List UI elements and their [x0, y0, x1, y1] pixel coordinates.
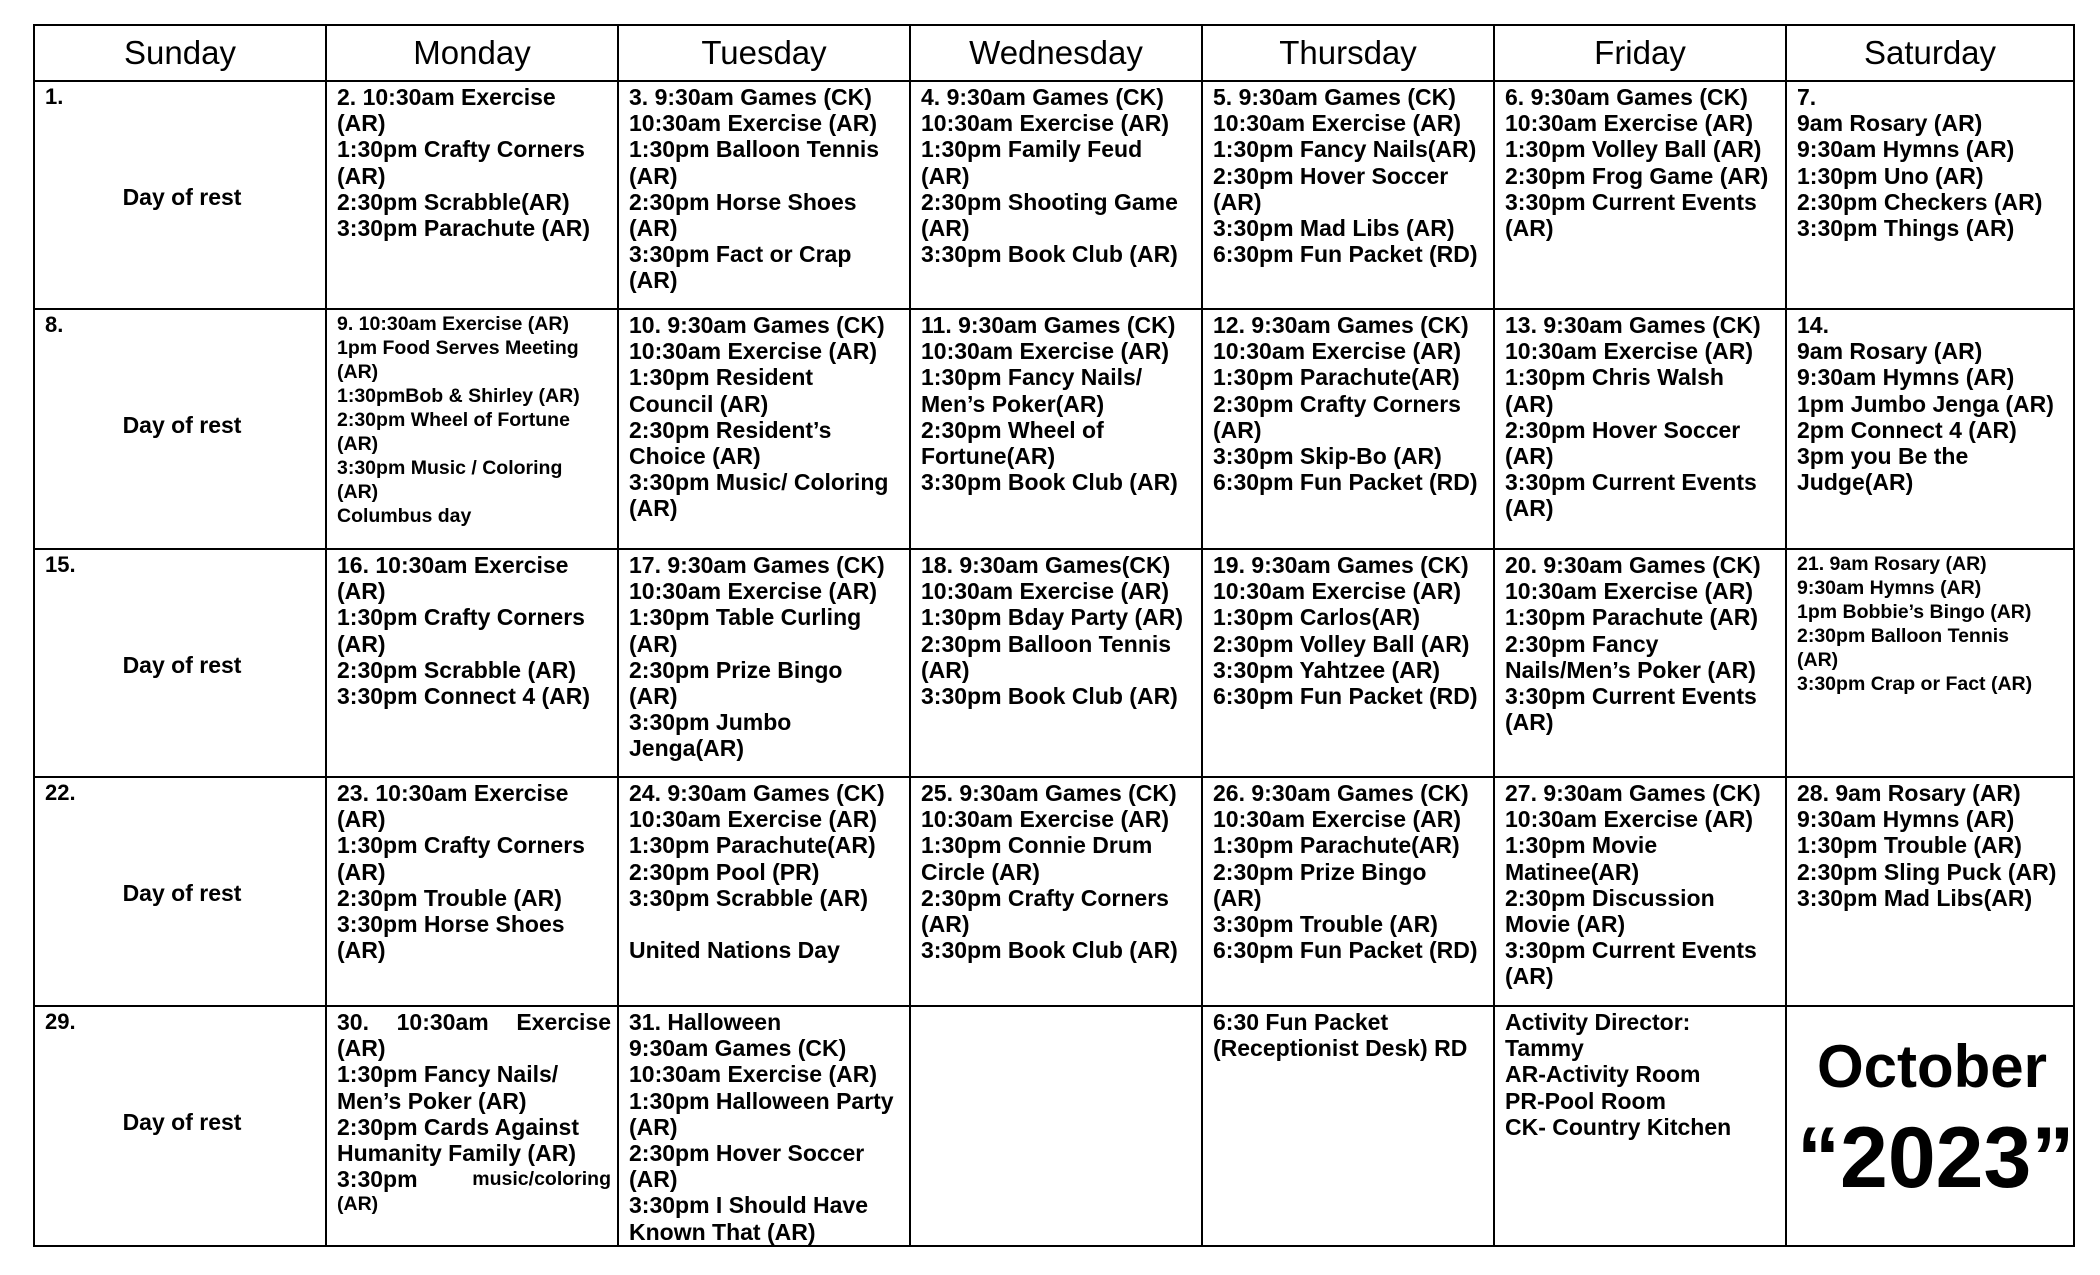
day-cell-thursday: [1202, 81, 1494, 309]
activity-line: 19. 9:30am Games (CK): [1213, 552, 1469, 578]
day-cell-wednesday: [910, 777, 1202, 1006]
activity-line: 3:30pm Horse Shoes: [337, 911, 565, 938]
activity-line: (AR): [1505, 443, 1554, 470]
october-calendar: [33, 24, 2075, 1247]
activity-line: (AR): [337, 858, 386, 885]
activity-line: 9:30am Hymns (AR): [1797, 364, 2015, 391]
activity-line: 6:30pm Fun Packet (RD): [1213, 937, 1478, 964]
day-of-rest-label: Day of rest: [122, 652, 242, 678]
legend-line: Activity Director:: [1505, 1009, 1691, 1035]
activity-line: (AR): [1505, 709, 1554, 736]
day-cell-wednesday: [910, 309, 1202, 549]
activity-line: 2:30pm Wheel of: [921, 416, 1104, 443]
holiday-label: Columbus day: [337, 505, 472, 527]
day-cell-thursday: [1202, 309, 1494, 549]
activity-line: 3:30pm Trouble (AR): [1213, 911, 1438, 938]
activity-line: 3:30pm Current Events: [1505, 188, 1757, 215]
activity-line: 10:30am Exercise (AR): [629, 806, 878, 833]
day-cell-sunday: [34, 549, 326, 777]
activity-line: 1:30pm Trouble (AR): [1797, 832, 2022, 859]
activity-line: 3:30pm Skip-Bo (AR): [1213, 443, 1442, 470]
activity-word: 3:30pm: [337, 1166, 418, 1193]
activity-line: 10:30am Exercise (AR): [1213, 806, 1462, 833]
day-cell-monday: [326, 1006, 618, 1246]
activity-line: 3:30pm Book Club (AR): [921, 241, 1178, 268]
month-year-cell: [1786, 1006, 2074, 1246]
day-cell-thursday: [1202, 549, 1494, 777]
activity-line: 1:30pm Crafty Corners: [337, 604, 585, 631]
activity-line: 14.: [1797, 312, 1829, 338]
activity-line: 2:30pm Horse Shoes: [629, 188, 857, 215]
activity-line: 1:30pm Chris Walsh: [1505, 364, 1724, 391]
activity-line: 2:30pm Trouble (AR): [337, 884, 562, 911]
activity-line: 2:30pm Prize Bingo: [629, 656, 843, 683]
activity-line: 3:30pm Music/ Coloring: [629, 469, 889, 496]
header-friday: Friday: [1494, 25, 1786, 81]
week-row: [34, 309, 2074, 549]
activity-line: 2:30pm Discussion: [1505, 884, 1715, 911]
activity-line: 1:30pm Bday Party (AR): [921, 604, 1184, 631]
activity-line: 25. 9:30am Games (CK): [921, 780, 1177, 806]
day-cell-friday-legend: [1494, 1006, 1786, 1246]
week-row: [34, 1006, 2074, 1246]
activity-line: 2:30pm Hover Soccer: [629, 1140, 865, 1167]
header-saturday: Saturday: [1786, 25, 2074, 81]
activity-line: (AR): [629, 1113, 678, 1140]
activity-line: (AR): [1213, 188, 1262, 215]
activity-line: 10:30am Exercise (AR): [921, 578, 1170, 605]
activity-line: Known That (AR): [629, 1218, 816, 1245]
activity-line: 2:30pm Wheel of Fortune: [337, 409, 570, 431]
activity-line: 10:30am Exercise (AR): [629, 578, 878, 605]
activity-line: (AR): [629, 683, 678, 710]
header-sunday: Sunday: [34, 25, 326, 81]
activity-line: 3:30pm Current Events: [1505, 469, 1757, 496]
activity-line: 3:30pm Current Events: [1505, 937, 1757, 964]
day-of-rest-label: Day of rest: [122, 1109, 242, 1135]
activity-line: Nails/Men’s Poker (AR): [1505, 656, 1756, 683]
activity-line: 5. 9:30am Games (CK): [1213, 84, 1456, 110]
activity-line: Men’s Poker(AR): [921, 390, 1105, 417]
day-cell-tuesday: [618, 777, 910, 1006]
activity-line: 10:30am Exercise (AR): [1213, 338, 1462, 365]
activity-line: 2:30pm Scrabble(AR): [337, 188, 570, 215]
day-cell-friday: [1494, 549, 1786, 777]
activity-line: (AR): [337, 937, 386, 964]
day-cell-thursday: [1202, 777, 1494, 1006]
activity-line: 1:30pmBob & Shirley (AR): [337, 385, 580, 407]
activity-line: 17. 9:30am Games (CK): [629, 552, 885, 578]
activity-line: 3:30pm Current Events: [1505, 683, 1757, 710]
activity-line: (AR): [337, 1193, 379, 1216]
activity-line: 1:30pm Parachute(AR): [1213, 364, 1460, 391]
activity-line: 1:30pm Parachute (AR): [1505, 604, 1759, 631]
activity-line: 2:30pm Cards Against: [337, 1113, 579, 1140]
activity-line: 10:30am Exercise (AR): [1505, 338, 1754, 365]
activity-line: 9:30am Games (CK): [629, 1035, 847, 1062]
activity-line: Movie (AR): [1505, 911, 1626, 938]
activity-line: 6:30pm Fun Packet (RD): [1213, 683, 1478, 710]
activity-line: 7.: [1797, 84, 1817, 110]
activity-word: music/coloring: [472, 1168, 611, 1191]
day-cell-monday: [326, 777, 618, 1006]
activity-line: 2:30pm Hover Soccer: [1505, 416, 1741, 443]
activity-line: 2:30pm Shooting Game: [921, 188, 1178, 215]
activity-line: 2:30pm Balloon Tennis: [921, 630, 1172, 657]
activity-line: 4. 9:30am Games (CK): [921, 84, 1164, 110]
day-cell-friday: [1494, 309, 1786, 549]
legend-line: AR-Activity Room: [1505, 1061, 1701, 1088]
activity-line: 10:30am Exercise (AR): [921, 338, 1170, 365]
activity-line: 1:30pm Parachute(AR): [629, 832, 876, 859]
activity-line: 1:30pm Resident: [629, 364, 814, 391]
activity-line: Matinee(AR): [1505, 858, 1640, 885]
activity-line: 2:30pm Balloon Tennis: [1797, 625, 2010, 647]
activity-line: 3:30pm Yahtzee (AR): [1213, 656, 1441, 683]
activity-line: 2. 10:30am Exercise: [337, 84, 556, 110]
day-number: 1.: [45, 84, 64, 109]
activity-line: (AR): [337, 481, 379, 503]
activity-line: (AR): [629, 630, 678, 657]
activity-line: 6:30pm Fun Packet (RD): [1213, 241, 1478, 268]
header-tuesday: Tuesday: [618, 25, 910, 81]
activity-word: 30.: [337, 1009, 369, 1035]
day-number: 8.: [45, 312, 64, 337]
activity-line: Judge(AR): [1797, 469, 1914, 496]
legend-line: Tammy: [1505, 1035, 1584, 1062]
activity-line: 3:30pm I Should Have: [629, 1192, 869, 1219]
activity-line: Circle (AR): [921, 858, 1040, 885]
justified-line: [337, 1166, 611, 1192]
activity-line: (AR): [921, 162, 970, 189]
activity-line: 13. 9:30am Games (CK): [1505, 312, 1761, 338]
activity-line: 3:30pm Mad Libs (AR): [1213, 215, 1455, 242]
activity-word: 10:30am: [396, 1009, 489, 1035]
activity-line: 21. 9am Rosary (AR): [1797, 553, 1987, 575]
day-cell-monday: [326, 309, 618, 549]
activity-line: (AR): [337, 433, 379, 455]
activity-line: 1:30pm Fancy Nails(AR): [1213, 136, 1477, 163]
activity-line: 12. 9:30am Games (CK): [1213, 312, 1469, 338]
activity-line: 9:30am Hymns (AR): [1797, 577, 1982, 599]
day-cell-sunday: [34, 1006, 326, 1246]
activity-line: 2:30pm Crafty Corners: [1213, 390, 1461, 417]
activity-line: (AR): [337, 110, 386, 137]
activity-line: 3pm you Be the: [1797, 443, 1969, 470]
activity-line: 10. 9:30am Games (CK): [629, 312, 885, 338]
activity-line: 1pm Jumbo Jenga (AR): [1797, 390, 2054, 417]
activity-line: 9am Rosary (AR): [1797, 338, 1983, 365]
activity-line: (AR): [1505, 215, 1554, 242]
activity-line: 1:30pm Table Curling: [629, 604, 862, 631]
activity-line: 2:30pm Scrabble (AR): [337, 656, 577, 683]
activity-line: 2:30pm Volley Ball (AR): [1213, 630, 1470, 657]
activity-line: Choice (AR): [629, 443, 761, 470]
justified-line: [337, 1009, 611, 1035]
activity-line: 10:30am Exercise (AR): [1505, 806, 1754, 833]
day-number: 15.: [45, 552, 76, 577]
activity-line: 3:30pm Scrabble (AR): [629, 884, 869, 911]
activity-line: 26. 9:30am Games (CK): [1213, 780, 1469, 806]
activity-line: 10:30am Exercise (AR): [1213, 578, 1462, 605]
header-wednesday: Wednesday: [910, 25, 1202, 81]
week-row: [34, 777, 2074, 1006]
day-cell-sunday: [34, 309, 326, 549]
spacer: [629, 911, 903, 937]
activity-line: 2pm Connect 4 (AR): [1797, 416, 2017, 443]
day-cell-tuesday: [618, 549, 910, 777]
activity-line: (AR): [1505, 390, 1554, 417]
activity-line: (AR): [921, 215, 970, 242]
activity-line: (AR): [629, 267, 678, 294]
activity-line: 6:30 Fun Packet: [1213, 1009, 1389, 1035]
activity-line: (AR): [337, 630, 386, 657]
day-of-rest-label: Day of rest: [122, 412, 242, 438]
activity-line: 1:30pm Balloon Tennis: [629, 136, 880, 163]
activity-line: 2:30pm Pool (PR): [629, 858, 820, 885]
activity-line: 3:30pm Things (AR): [1797, 215, 2015, 242]
day-cell-tuesday: [618, 1006, 910, 1246]
header-monday: Monday: [326, 25, 618, 81]
activity-line: 10:30am Exercise (AR): [1505, 578, 1754, 605]
activity-line: (AR): [1213, 884, 1262, 911]
day-cell-monday: [326, 81, 618, 309]
activity-line: (AR): [1797, 649, 1839, 671]
activity-line: 11. 9:30am Games (CK): [921, 312, 1176, 338]
activity-line: 1:30pm Family Feud: [921, 136, 1143, 163]
activity-line: 2:30pm Sling Puck (AR): [1797, 858, 2057, 885]
activity-line: 9:30am Hymns (AR): [1797, 136, 2015, 163]
day-cell-monday: [326, 549, 618, 777]
activity-line: 6:30pm Fun Packet (RD): [1213, 469, 1478, 496]
activity-line: (AR): [1213, 416, 1262, 443]
activity-line: 1:30pm Connie Drum: [921, 832, 1153, 859]
activity-line: 1:30pm Fancy Nails/: [337, 1061, 559, 1088]
activity-line: 31. Halloween: [629, 1009, 782, 1035]
activity-line: 27. 9:30am Games (CK): [1505, 780, 1761, 806]
activity-line: 1:30pm Crafty Corners: [337, 832, 585, 859]
legend-line: PR-Pool Room: [1505, 1087, 1666, 1114]
activity-line: 18. 9:30am Games(CK): [921, 552, 1171, 578]
activity-line: Men’s Poker (AR): [337, 1087, 527, 1114]
activity-line: (AR): [337, 1035, 386, 1062]
activity-line: 3:30pm Connect 4 (AR): [337, 683, 591, 710]
activity-line: Council (AR): [629, 390, 769, 417]
activity-line: Fortune(AR): [921, 443, 1056, 470]
activity-line: (AR): [921, 911, 970, 938]
activity-line: 9. 10:30am Exercise (AR): [337, 313, 569, 335]
activity-line: 1:30pm Carlos(AR): [1213, 604, 1421, 631]
activity-line: 10:30am Exercise (AR): [629, 338, 878, 365]
day-cell-wednesday: [910, 549, 1202, 777]
year-title: “2023”: [1797, 1110, 2075, 1206]
activity-line: 1pm Food Serves Meeting: [337, 337, 579, 359]
activity-line: 3:30pm Music / Coloring: [337, 457, 563, 479]
activity-line: 3:30pm Book Club (AR): [921, 683, 1178, 710]
activity-line: 3. 9:30am Games (CK): [629, 84, 872, 110]
day-of-rest-label: Day of rest: [122, 880, 242, 906]
activity-line: 2:30pm Crafty Corners: [921, 884, 1169, 911]
activity-line: 3:30pm Crap or Fact (AR): [1797, 673, 2033, 695]
weekday-header-row: [34, 25, 2074, 81]
activity-line: 24. 9:30am Games (CK): [629, 780, 885, 806]
activity-line: 3:30pm Book Club (AR): [921, 937, 1178, 964]
day-cell-tuesday: [618, 81, 910, 309]
day-number: 22.: [45, 780, 76, 805]
day-number: 29.: [45, 1009, 76, 1034]
legend-line: CK- Country Kitchen: [1505, 1113, 1732, 1140]
activity-line: 3:30pm Jumbo: [629, 709, 792, 736]
day-cell-sunday: [34, 81, 326, 309]
activity-line: (AR): [629, 162, 678, 189]
day-cell-sunday: [34, 777, 326, 1006]
activity-line: (AR): [337, 162, 386, 189]
activity-line: (AR): [629, 215, 678, 242]
activity-line: 10:30am Exercise (AR): [629, 110, 878, 137]
activity-line: 3:30pm Parachute (AR): [337, 215, 591, 242]
day-cell-wednesday: [910, 1006, 1202, 1246]
activity-line: 10:30am Exercise (AR): [1213, 110, 1462, 137]
day-cell-thursday: [1202, 1006, 1494, 1246]
activity-line: 2:30pm Checkers (AR): [1797, 188, 2043, 215]
activity-word: Exercise: [516, 1009, 611, 1035]
day-cell-saturday: [1786, 309, 2074, 549]
activity-line: Jenga(AR): [629, 735, 745, 762]
day-cell-friday: [1494, 777, 1786, 1006]
day-cell-saturday: [1786, 81, 2074, 309]
activity-line: 6. 9:30am Games (CK): [1505, 84, 1748, 110]
activity-line: 1:30pm Crafty Corners: [337, 136, 585, 163]
activity-line: 2:30pm Frog Game (AR): [1505, 162, 1769, 189]
activity-line: (AR): [629, 1166, 678, 1193]
header-thursday: Thursday: [1202, 25, 1494, 81]
activity-line: 2:30pm Prize Bingo: [1213, 858, 1427, 885]
activity-line: 16. 10:30am Exercise: [337, 552, 569, 578]
activity-line: 23. 10:30am Exercise: [337, 780, 569, 806]
day-cell-wednesday: [910, 81, 1202, 309]
activity-line: 1:30pm Fancy Nails/: [921, 364, 1143, 391]
holiday-label: United Nations Day: [629, 937, 840, 964]
day-cell-friday: [1494, 81, 1786, 309]
activity-line: 10:30am Exercise (AR): [921, 806, 1170, 833]
activity-line: (Receptionist Desk) RD: [1213, 1035, 1468, 1062]
activity-line: (AR): [337, 361, 379, 383]
activity-line: 9:30am Hymns (AR): [1797, 806, 2015, 833]
day-cell-tuesday: [618, 309, 910, 549]
month-title: October: [1816, 1033, 2048, 1100]
activity-line: 1:30pm Parachute(AR): [1213, 832, 1460, 859]
activity-line: 1:30pm Volley Ball (AR): [1505, 136, 1762, 163]
week-row: [34, 81, 2074, 309]
activity-line: Humanity Family (AR): [337, 1140, 576, 1167]
activity-line: 1:30pm Halloween Party: [629, 1087, 894, 1114]
activity-line: 2:30pm Resident’s: [629, 416, 832, 443]
activity-line: (AR): [337, 806, 386, 833]
activity-line: 2:30pm Hover Soccer: [1213, 162, 1449, 189]
activity-line: (AR): [921, 656, 970, 683]
activity-line: (AR): [1505, 495, 1554, 522]
day-cell-saturday: [1786, 549, 2074, 777]
activity-line: 1pm Bobbie’s Bingo (AR): [1797, 601, 2032, 623]
week-row: [34, 549, 2074, 777]
activity-line: 2:30pm Fancy: [1505, 630, 1659, 657]
activity-line: 10:30am Exercise (AR): [1505, 110, 1754, 137]
activity-line: 10:30am Exercise (AR): [629, 1061, 878, 1088]
activity-line: 3:30pm Book Club (AR): [921, 469, 1178, 496]
activity-line: 3:30pm Mad Libs(AR): [1797, 884, 2033, 911]
day-cell-saturday: [1786, 777, 2074, 1006]
activity-line: (AR): [629, 495, 678, 522]
activity-line: 20. 9:30am Games (CK): [1505, 552, 1761, 578]
activity-line: 3:30pm Fact or Crap: [629, 241, 852, 268]
activity-line: 10:30am Exercise (AR): [921, 110, 1170, 137]
activity-line: 28. 9am Rosary (AR): [1797, 780, 2021, 806]
activity-line: (AR): [337, 578, 386, 605]
activity-line: (AR): [1505, 963, 1554, 990]
activity-line: 9am Rosary (AR): [1797, 110, 1983, 137]
day-of-rest-label: Day of rest: [122, 184, 242, 210]
activity-line: 1:30pm Movie: [1505, 832, 1658, 859]
activity-line: 1:30pm Uno (AR): [1797, 162, 1984, 189]
